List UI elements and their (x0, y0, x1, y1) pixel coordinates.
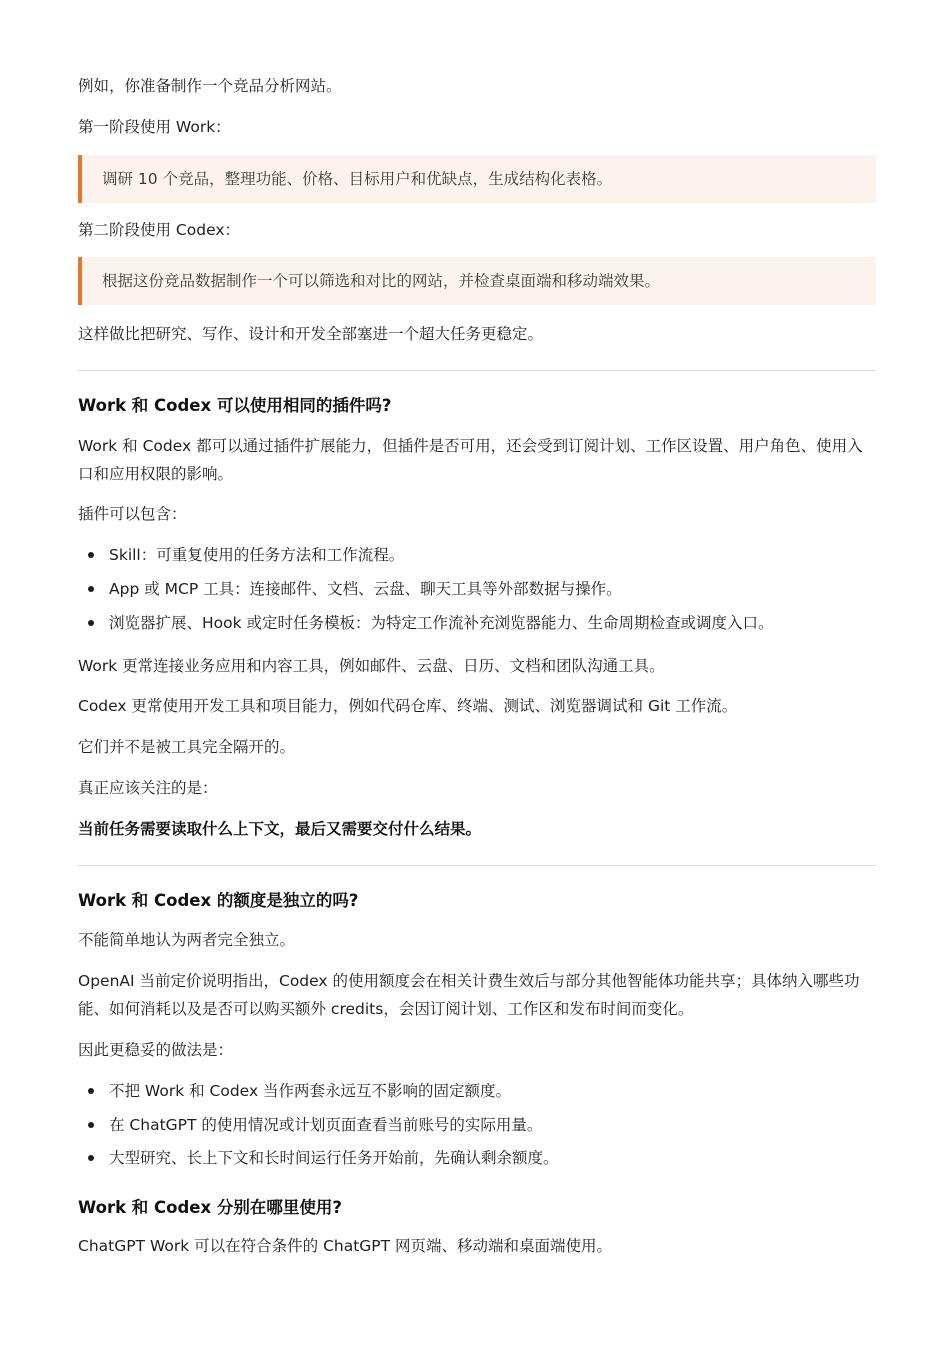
list-item: 浏览器扩展、Hook 或定时任务模板：为特定工作流补充浏览器能力、生命周期检查或调度入口。 (109, 611, 774, 635)
divider (78, 370, 876, 371)
bold-paragraph: 当前任务需要读取什么上下文，最后又需要交付什么结果。 (78, 820, 482, 838)
list-item: Skill：可重复使用的任务方法和工作流程。 (109, 543, 404, 567)
section-heading: Work 和 Codex 可以使用相同的插件吗? (78, 396, 392, 415)
section-heading: Work 和 Codex 的额度是独立的吗? (78, 891, 359, 910)
paragraph: Codex 更常使用开发工具和项目能力，例如代码仓库、终端、测试、浏览器调试和 Git 工作流。 (78, 697, 738, 715)
paragraph: OpenAI 当前定价说明指出，Codex 的使用额度会在相关计费生效后与部分其他智能体功能共享；具体纳入哪些功能、如何消耗以及是否可以购买额外 credits，会因订阅计划、工作区和发布时间而变化。 (78, 972, 860, 1018)
list-item: 不把 Work 和 Codex 当作两套永远互不影响的固定额度。 (109, 1079, 511, 1103)
list-item: 大型研究、长上下文和长时间运行任务开始前，先确认剩余额度。 (109, 1146, 559, 1170)
paragraph: Work 更常连接业务应用和内容工具，例如邮件、云盘、日历、文档和团队沟通工具。 (78, 657, 665, 675)
paragraph: 第二阶段使用 Codex： (78, 221, 241, 239)
section-heading: Work 和 Codex 分别在哪里使用? (78, 1198, 342, 1217)
paragraph: 不能简单地认为两者完全独立。 (78, 931, 296, 949)
paragraph: 插件可以包含： (78, 505, 187, 523)
divider (78, 865, 876, 866)
blockquote: 根据这份竞品数据制作一个可以筛选和对比的网站，并检查桌面端和移动端效果。 (78, 257, 876, 305)
paragraph: 这样做比把研究、写作、设计和开发全部塞进一个超大任务更稳定。 (78, 325, 544, 343)
paragraph: ChatGPT Work 可以在符合条件的 ChatGPT 网页端、移动端和桌面端使用。 (78, 1237, 613, 1255)
paragraph: 因此更稳妥的做法是： (78, 1041, 234, 1059)
paragraph: Work 和 Codex 都可以通过插件扩展能力，但插件是否可用，还会受到订阅计划、工作区设置、用户角色、使用入口和应用权限的影响。 (78, 437, 863, 483)
list-item: 在 ChatGPT 的使用情况或计划页面查看当前账号的实际用量。 (109, 1113, 542, 1137)
list-item: App 或 MCP 工具：连接邮件、文档、云盘、聊天工具等外部数据与操作。 (109, 577, 622, 601)
paragraph: 例如，你准备制作一个竞品分析网站。 (78, 77, 342, 95)
paragraph: 它们并不是被工具完全隔开的。 (78, 738, 296, 756)
paragraph: 真正应该关注的是： (78, 779, 218, 797)
paragraph: 第一阶段使用 Work： (78, 118, 231, 136)
blockquote: 调研 10 个竞品，整理功能、价格、目标用户和优缺点，生成结构化表格。 (78, 155, 876, 203)
